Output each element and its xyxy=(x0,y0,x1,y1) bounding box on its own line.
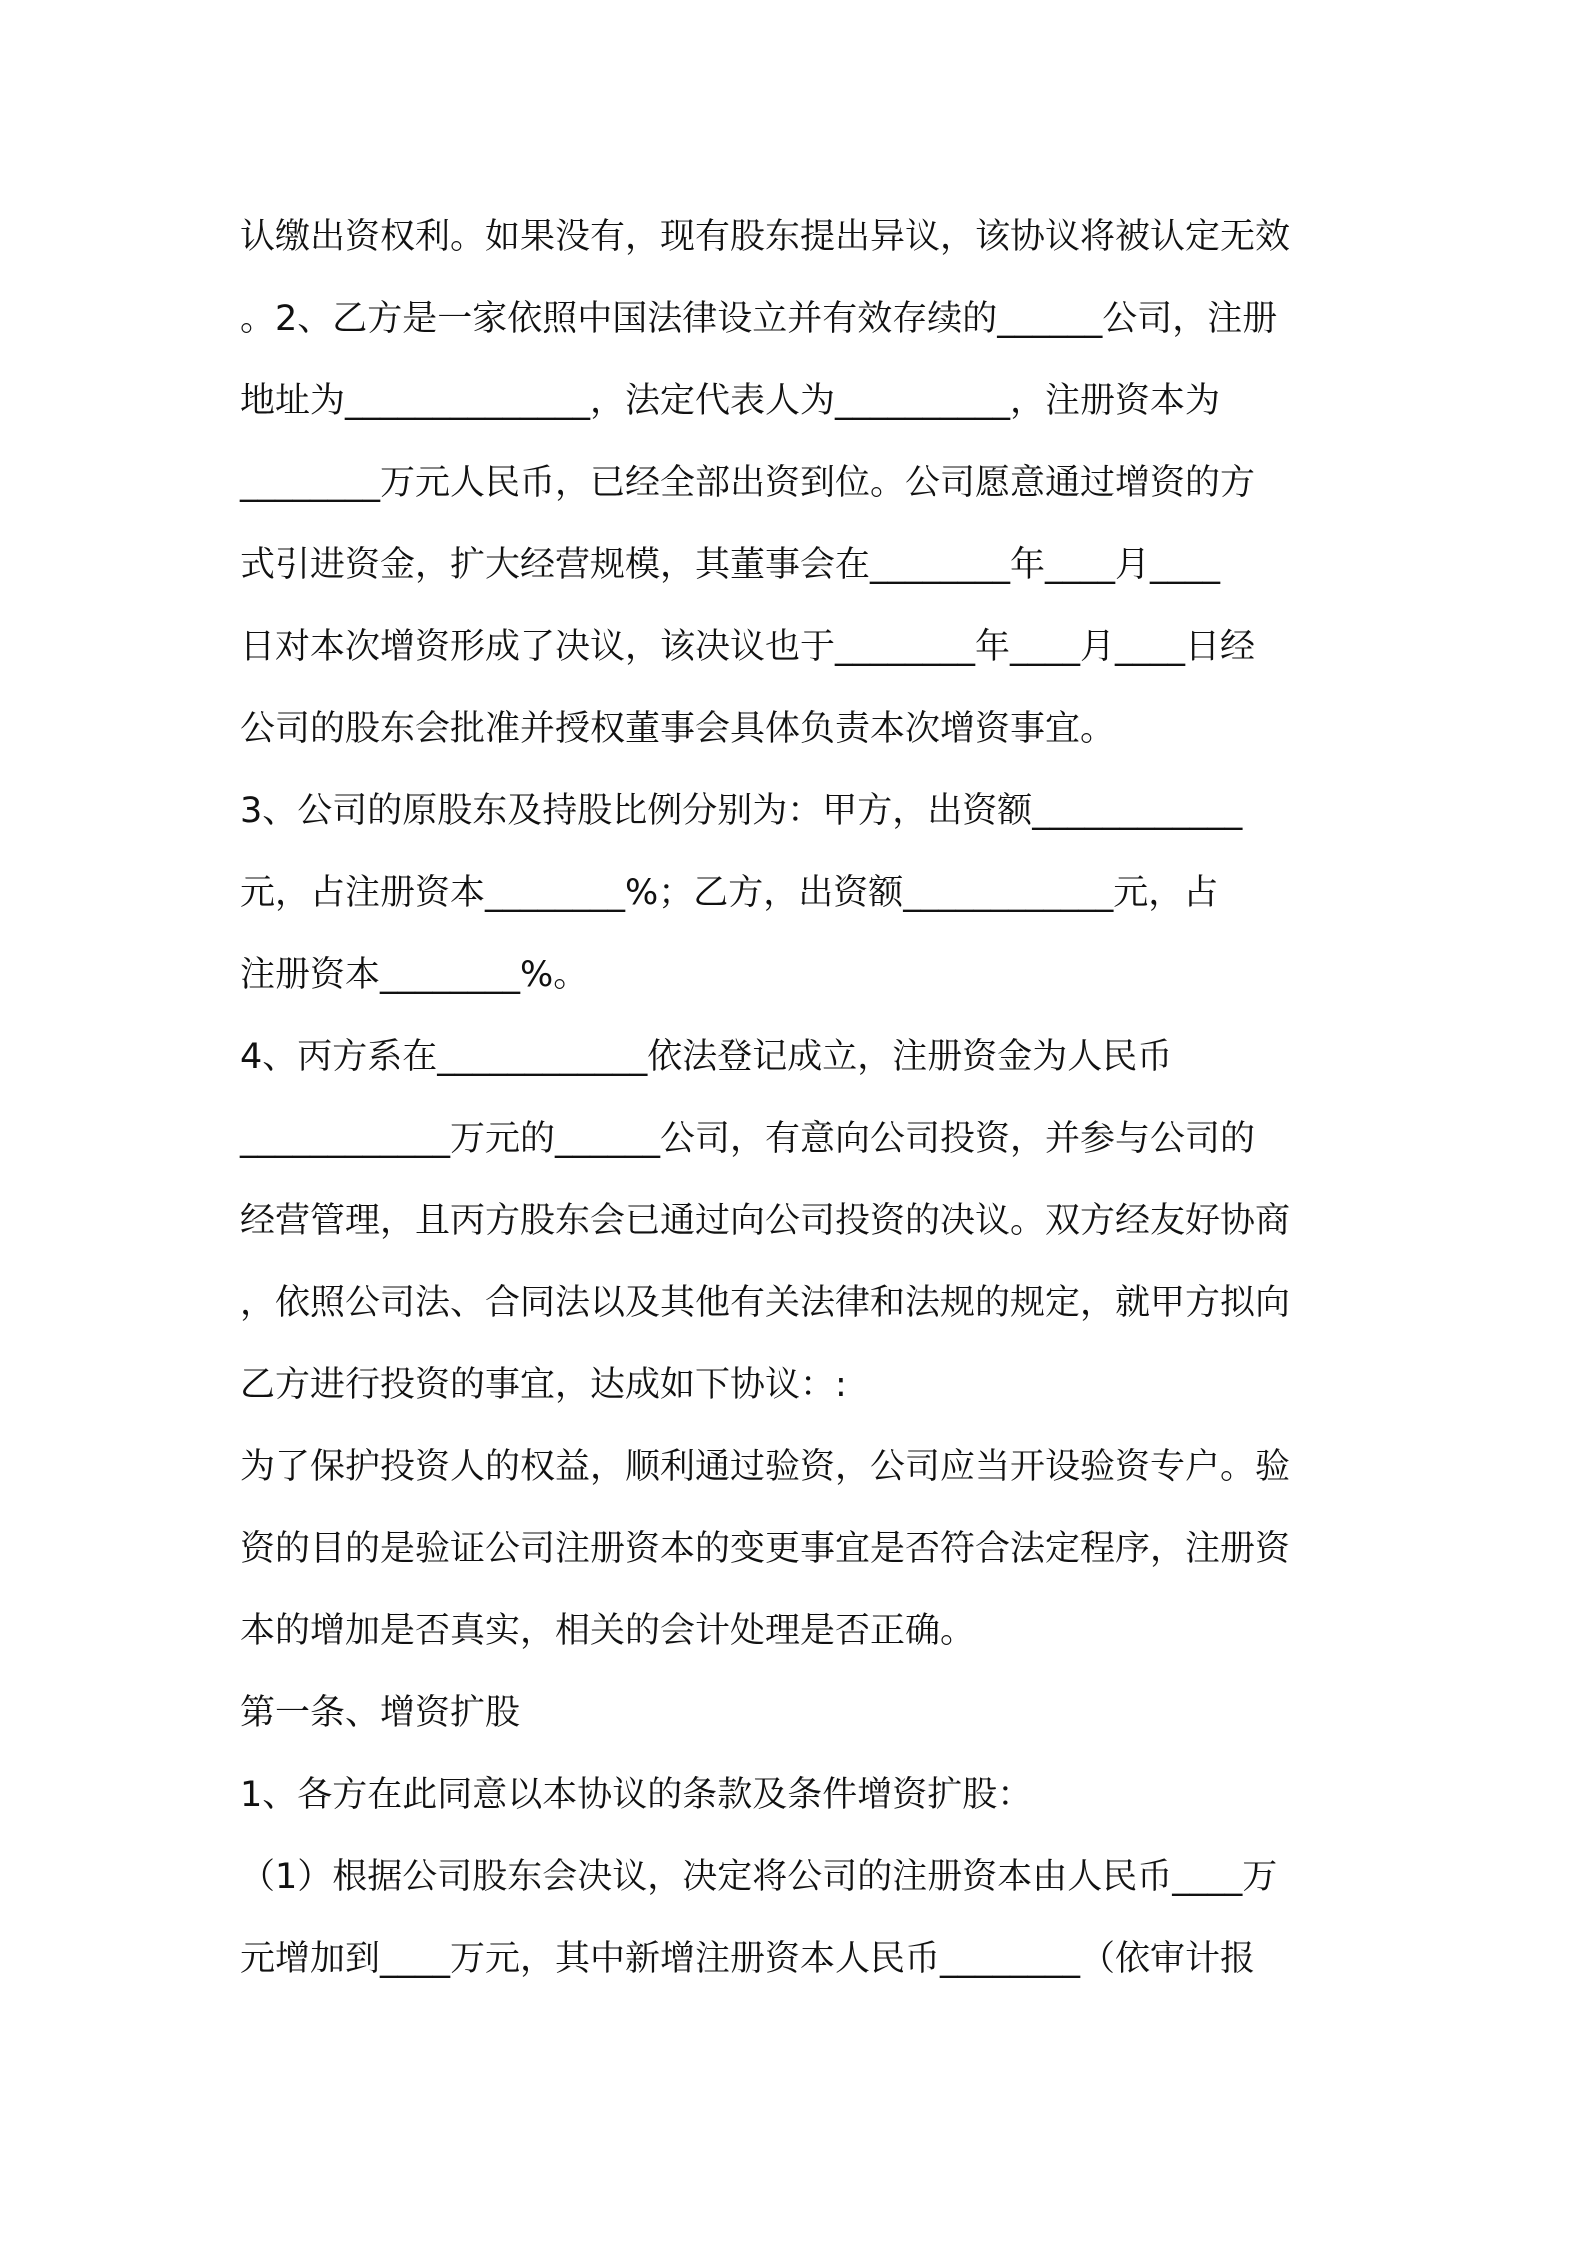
text-line: （1）根据公司股东会决议，决定将公司的注册资本由人民币____万 xyxy=(240,1857,1278,1897)
document-body xyxy=(240,196,1360,2000)
text-line: 经营管理，且丙方股东会已通过向公司投资的决议。双方经友好协商 xyxy=(240,1201,1291,1241)
text-line: 资的目的是验证公司注册资本的变更事宜是否符合法定程序，注册资 xyxy=(240,1529,1291,1569)
text-line: 公司的股东会批准并授权董事会具体负责本次增资事宜。 xyxy=(240,709,1116,749)
text-line: 本的增加是否真实，相关的会计处理是否正确。 xyxy=(240,1611,976,1651)
text-line: 1、各方在此同意以本协议的条款及条件增资扩股： xyxy=(240,1775,1033,1815)
text-line: 日对本次增资形成了决议，该决议也于________年____月____日经 xyxy=(240,627,1256,667)
section-heading: 第一条、增资扩股 xyxy=(240,1693,521,1733)
text-line: 地址为______________，法定代表人为__________，注册资本为 xyxy=(240,381,1221,421)
text-line: 3、公司的原股东及持股比例分别为：甲方，出资额____________ xyxy=(240,791,1243,831)
text-line: ，依照公司法、合同法以及其他有关法律和法规的规定，就甲方拟向 xyxy=(240,1283,1291,1323)
text-line: 。2、乙方是一家依照中国法律设立并有效存续的______公司，注册 xyxy=(240,299,1278,339)
text-line: ________万元人民币，已经全部出资到位。公司愿意通过增资的方 xyxy=(240,463,1256,503)
text-line: 注册资本________%。 xyxy=(240,955,589,995)
text-line: 4、丙方系在____________依法登记成立，注册资金为人民币 xyxy=(240,1037,1173,1077)
text-line: 为了保护投资人的权益，顺利通过验资，公司应当开设验资专户。验 xyxy=(240,1447,1291,1487)
text-line: 元增加到____万元，其中新增注册资本人民币________（依审计报 xyxy=(240,1939,1256,1979)
text-line: ____________万元的______公司，有意向公司投资，并参与公司的 xyxy=(240,1119,1256,1159)
text-line: 元，占注册资本________%；乙方，出资额____________元，占 xyxy=(240,873,1219,913)
text-line: 式引进资金，扩大经营规模，其董事会在________年____月____ xyxy=(240,545,1221,585)
text-line: 认缴出资权利。如果没有，现有股东提出异议，该协议将被认定无效 xyxy=(240,217,1291,257)
text-line: 乙方进行投资的事宜，达成如下协议：: xyxy=(240,1365,847,1405)
